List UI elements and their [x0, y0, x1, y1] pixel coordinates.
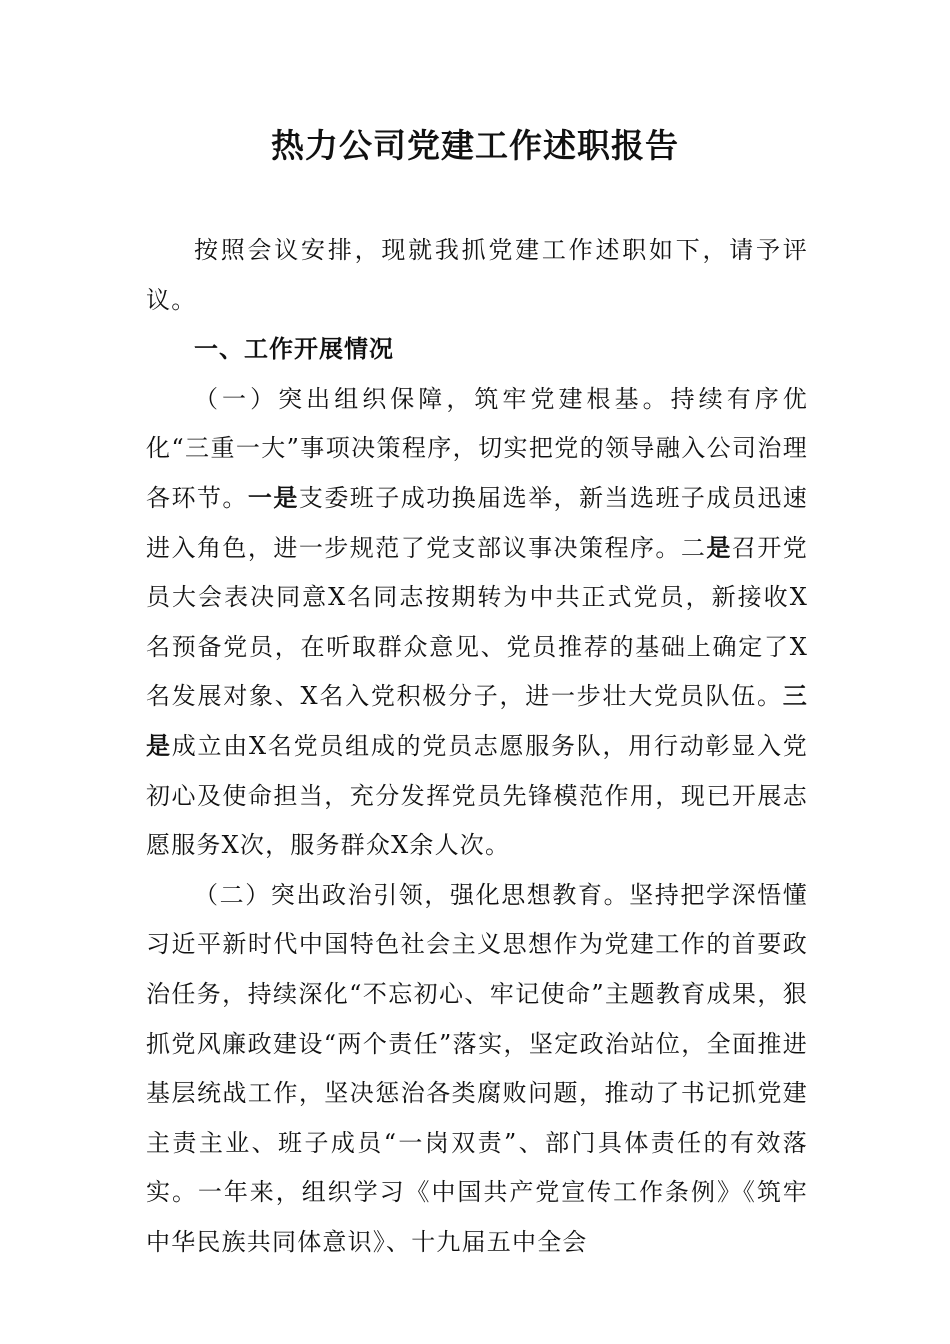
document-body: [146, 226, 808, 1267]
paragraph-lead: （一）突出组织保障，筑牢党建根基。持续有序优化“三重一大”事项决策程序，切实把党的领导融入公司治理各环节。: [146, 384, 808, 512]
paragraph-text-third: 成立由X名党员组成的党员志愿服务队，用行动彰显入党初心及使命担当，充分发挥党员先锋模范作用，现已开展志愿服务X次，服务群众X余人次。: [146, 731, 808, 860]
section-heading-1: 一、工作开展情况: [194, 335, 394, 364]
emphasis-third: 三是: [146, 682, 808, 760]
paragraph-text-second: 召开党员大会表决同意X名同志按期转为中共正式党员，新接收X名预备党员，在听取群众意见、党员推荐的基础上确定了X名发展对象、X名入党积极分子，进一步壮大党员队伍。: [146, 533, 809, 711]
paragraph-organization: [146, 375, 808, 871]
emphasis-second: 是: [706, 533, 732, 562]
intro-paragraph: 按照会议安排，现就我抓党建工作述职如下，请予评议。: [146, 236, 808, 314]
document-title: 热力公司党建工作述职报告: [271, 126, 679, 165]
paragraph-text-first: 支委班子成功换届选举，新当选班子成员迅速进入角色，进一步规范了党支部议事决策程序。二: [146, 483, 808, 562]
paragraph-political: （二）突出政治引领，强化思想教育。坚持把学深悟懂习近平新时代中国特色社会主义思想作为党建工作的首要政治任务，持续深化“不忘初心、牢记使命”主题教育成果，狠抓党风廉政建设“两个责任”落实，坚定政治站位，全面推进基层统战工作，坚决惩治各类腐败问题，推动了书记抓党建主责主业、班子成员“一岗双责”、部门具体责任的有效落实。一年来，组织学习《中国共产党宣传工作条例》《筑牢中华民族共同体意识》、十九届五中全会: [146, 880, 808, 1256]
emphasis-first: 一是: [247, 483, 299, 512]
